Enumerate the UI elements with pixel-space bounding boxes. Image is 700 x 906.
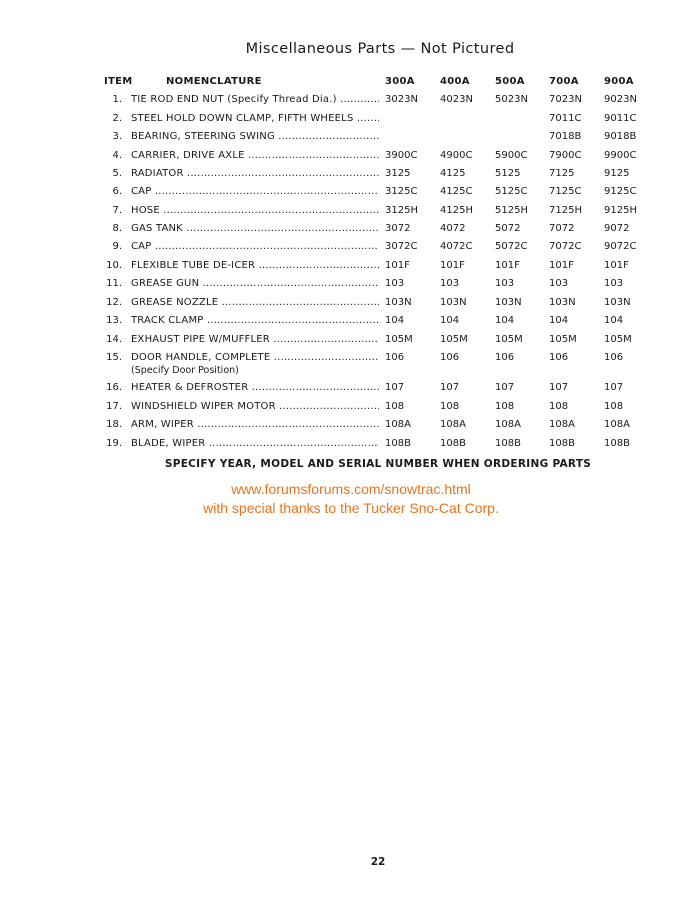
part-number-700a: 103N bbox=[549, 297, 576, 308]
header-nomenclature: NOMENCLATURE bbox=[166, 76, 262, 87]
table-row bbox=[0, 150, 700, 168]
part-number-300a: 3125 bbox=[385, 168, 411, 179]
header-model-400a: 400A bbox=[440, 76, 470, 87]
part-number-700a: 108 bbox=[549, 401, 569, 412]
item-nomenclature: HEATER & DEFROSTER ..... bbox=[131, 382, 379, 393]
table-row bbox=[0, 438, 700, 456]
header-item: ITEM bbox=[104, 76, 133, 87]
table-row bbox=[0, 260, 700, 278]
part-number-300a: 105M bbox=[385, 334, 413, 345]
part-number-500a: 108B bbox=[495, 438, 521, 449]
part-number-400a: 4125C bbox=[440, 186, 473, 197]
part-number-400a: 108B bbox=[440, 438, 466, 449]
part-number-400a: 4125 bbox=[440, 168, 466, 179]
ordering-notice: SPECIFY YEAR, MODEL AND SERIAL NUMBER WHEN ORDERING PARTS bbox=[164, 458, 592, 470]
credit-url: www.forumsforums.com/snowtrac.html bbox=[231, 481, 471, 497]
part-number-300a: 103N bbox=[385, 297, 412, 308]
page-title: Miscellaneous Parts — Not Pictured bbox=[245, 41, 515, 57]
item-nomenclature: GREASE GUN ..... bbox=[131, 278, 379, 289]
part-number-700a: 105M bbox=[549, 334, 577, 345]
part-number-300a: 3023N bbox=[385, 94, 418, 105]
part-number-300a: 3900C bbox=[385, 150, 418, 161]
item-number: 18. bbox=[106, 419, 122, 430]
part-number-700a: 7072 bbox=[549, 223, 575, 234]
part-number-400a: 107 bbox=[440, 382, 460, 393]
part-number-900a: 9023N bbox=[604, 94, 637, 105]
part-number-900a: 104 bbox=[604, 315, 624, 326]
part-number-900a: 9011C bbox=[604, 113, 637, 124]
item-nomenclature: FLEXIBLE TUBE DE-ICER ..... bbox=[131, 260, 379, 271]
part-number-300a: 3125H bbox=[385, 205, 418, 216]
part-number-300a: 108B bbox=[385, 438, 411, 449]
part-number-300a: 107 bbox=[385, 382, 405, 393]
part-number-700a: 7072C bbox=[549, 241, 582, 252]
part-number-300a: 108A bbox=[385, 419, 411, 430]
item-nomenclature: TRACK CLAMP ..... bbox=[131, 315, 379, 326]
part-number-900a: 9072 bbox=[604, 223, 630, 234]
item-number: 7. bbox=[112, 205, 122, 216]
table-row bbox=[0, 352, 700, 376]
table-row bbox=[0, 205, 700, 223]
part-number-900a: 9072C bbox=[604, 241, 637, 252]
part-number-900a: 9125H bbox=[604, 205, 637, 216]
header-model-300a: 300A bbox=[385, 76, 415, 87]
item-nomenclature: CAP ..... bbox=[131, 186, 379, 197]
item-nomenclature: GREASE NOZZLE ..... bbox=[131, 297, 379, 308]
part-number-700a: 7011C bbox=[549, 113, 582, 124]
table-row bbox=[0, 94, 700, 112]
part-number-900a: 9900C bbox=[604, 150, 637, 161]
part-number-400a: 106 bbox=[440, 352, 460, 363]
part-number-700a: 107 bbox=[549, 382, 569, 393]
part-number-900a: 103 bbox=[604, 278, 624, 289]
item-number: 14. bbox=[106, 334, 122, 345]
item-nomenclature: STEEL HOLD DOWN CLAMP, FIFTH WHEELS ..... bbox=[131, 113, 379, 124]
item-number: 12. bbox=[106, 297, 122, 308]
part-number-900a: 108 bbox=[604, 401, 624, 412]
part-number-500a: 104 bbox=[495, 315, 515, 326]
part-number-500a: 108A bbox=[495, 419, 521, 430]
item-number: 5. bbox=[112, 168, 122, 179]
table-row bbox=[0, 131, 700, 149]
part-number-300a: 101F bbox=[385, 260, 410, 271]
table-row bbox=[0, 168, 700, 186]
item-nomenclature: HOSE ..... bbox=[131, 205, 379, 216]
part-number-700a: 103 bbox=[549, 278, 569, 289]
part-number-400a: 4125H bbox=[440, 205, 473, 216]
part-number-400a: 105M bbox=[440, 334, 468, 345]
part-number-400a: 108 bbox=[440, 401, 460, 412]
part-number-400a: 103 bbox=[440, 278, 460, 289]
part-number-500a: 101F bbox=[495, 260, 520, 271]
part-number-900a: 9125 bbox=[604, 168, 630, 179]
item-number: 1. bbox=[112, 94, 122, 105]
part-number-400a: 101F bbox=[440, 260, 465, 271]
part-number-500a: 5072C bbox=[495, 241, 528, 252]
table-row bbox=[0, 297, 700, 315]
item-subnote: (Specify Door Position) bbox=[131, 365, 239, 376]
item-nomenclature: BEARING, STEERING SWING ..... bbox=[131, 131, 379, 142]
item-nomenclature: EXHAUST PIPE W/MUFFLER ..... bbox=[131, 334, 379, 345]
part-number-700a: 7900C bbox=[549, 150, 582, 161]
item-nomenclature: TIE ROD END NUT (Specify Thread Dia.) ..... bbox=[131, 94, 379, 105]
part-number-700a: 7125C bbox=[549, 186, 582, 197]
table-row bbox=[0, 241, 700, 259]
part-number-500a: 105M bbox=[495, 334, 523, 345]
part-number-700a: 7023N bbox=[549, 94, 582, 105]
table-row bbox=[0, 113, 700, 131]
part-number-400a: 108A bbox=[440, 419, 466, 430]
part-number-500a: 103 bbox=[495, 278, 515, 289]
part-number-300a: 104 bbox=[385, 315, 405, 326]
table-row bbox=[0, 223, 700, 241]
table-row bbox=[0, 334, 700, 352]
part-number-300a: 108 bbox=[385, 401, 405, 412]
item-number: 15. bbox=[106, 352, 122, 363]
part-number-400a: 4072 bbox=[440, 223, 466, 234]
item-nomenclature: CARRIER, DRIVE AXLE ..... bbox=[131, 150, 379, 161]
part-number-700a: 106 bbox=[549, 352, 569, 363]
part-number-500a: 107 bbox=[495, 382, 515, 393]
item-nomenclature: ARM, WIPER ..... bbox=[131, 419, 379, 430]
part-number-700a: 108A bbox=[549, 419, 575, 430]
header-model-900a: 900A bbox=[604, 76, 634, 87]
part-number-500a: 5023N bbox=[495, 94, 528, 105]
item-nomenclature: BLADE, WIPER ..... bbox=[131, 438, 379, 449]
item-number: 11. bbox=[106, 278, 122, 289]
part-number-300a: 106 bbox=[385, 352, 405, 363]
item-nomenclature: RADIATOR ..... bbox=[131, 168, 379, 179]
item-number: 17. bbox=[106, 401, 122, 412]
table-row bbox=[0, 401, 700, 419]
part-number-900a: 108A bbox=[604, 419, 630, 430]
header-model-700a: 700A bbox=[549, 76, 579, 87]
part-number-700a: 101F bbox=[549, 260, 574, 271]
part-number-400a: 104 bbox=[440, 315, 460, 326]
part-number-900a: 108B bbox=[604, 438, 630, 449]
table-row bbox=[0, 382, 700, 400]
part-number-700a: 108B bbox=[549, 438, 575, 449]
part-number-900a: 103N bbox=[604, 297, 631, 308]
part-number-900a: 105M bbox=[604, 334, 632, 345]
part-number-500a: 5125H bbox=[495, 205, 528, 216]
item-number: 16. bbox=[106, 382, 122, 393]
part-number-300a: 3125C bbox=[385, 186, 418, 197]
item-number: 8. bbox=[112, 223, 122, 234]
part-number-400a: 4023N bbox=[440, 94, 473, 105]
item-nomenclature: DOOR HANDLE, COMPLETE ..... bbox=[131, 352, 379, 363]
part-number-500a: 5125 bbox=[495, 168, 521, 179]
item-number: 10. bbox=[106, 260, 122, 271]
item-number: 6. bbox=[112, 186, 122, 197]
item-nomenclature: WINDSHIELD WIPER MOTOR ..... bbox=[131, 401, 379, 412]
item-number: 19. bbox=[106, 438, 122, 449]
item-number: 3. bbox=[112, 131, 122, 142]
part-number-300a: 3072 bbox=[385, 223, 411, 234]
part-number-500a: 5072 bbox=[495, 223, 521, 234]
part-number-900a: 106 bbox=[604, 352, 624, 363]
part-number-500a: 5900C bbox=[495, 150, 528, 161]
item-number: 13. bbox=[106, 315, 122, 326]
part-number-700a: 7018B bbox=[549, 131, 582, 142]
item-nomenclature: CAP ..... bbox=[131, 241, 379, 252]
part-number-700a: 7125H bbox=[549, 205, 582, 216]
page-number: 22 bbox=[370, 856, 386, 868]
part-number-500a: 108 bbox=[495, 401, 515, 412]
part-number-300a: 3072C bbox=[385, 241, 418, 252]
part-number-700a: 7125 bbox=[549, 168, 575, 179]
part-number-900a: 101F bbox=[604, 260, 629, 271]
part-number-400a: 4072C bbox=[440, 241, 473, 252]
credit-thanks: with special thanks to the Tucker Sno-Cat Corp. bbox=[203, 500, 499, 516]
part-number-500a: 103N bbox=[495, 297, 522, 308]
table-row bbox=[0, 419, 700, 437]
part-number-400a: 4900C bbox=[440, 150, 473, 161]
item-number: 9. bbox=[112, 241, 122, 252]
table-row bbox=[0, 315, 700, 333]
table-row bbox=[0, 186, 700, 204]
part-number-300a: 103 bbox=[385, 278, 405, 289]
part-number-700a: 104 bbox=[549, 315, 569, 326]
part-number-500a: 5125C bbox=[495, 186, 528, 197]
part-number-900a: 9018B bbox=[604, 131, 637, 142]
part-number-500a: 106 bbox=[495, 352, 515, 363]
item-number: 2. bbox=[112, 113, 122, 124]
part-number-400a: 103N bbox=[440, 297, 467, 308]
table-row bbox=[0, 278, 700, 296]
item-number: 4. bbox=[112, 150, 122, 161]
item-nomenclature: GAS TANK ..... bbox=[131, 223, 379, 234]
header-model-500a: 500A bbox=[495, 76, 525, 87]
part-number-900a: 9125C bbox=[604, 186, 637, 197]
part-number-900a: 107 bbox=[604, 382, 624, 393]
